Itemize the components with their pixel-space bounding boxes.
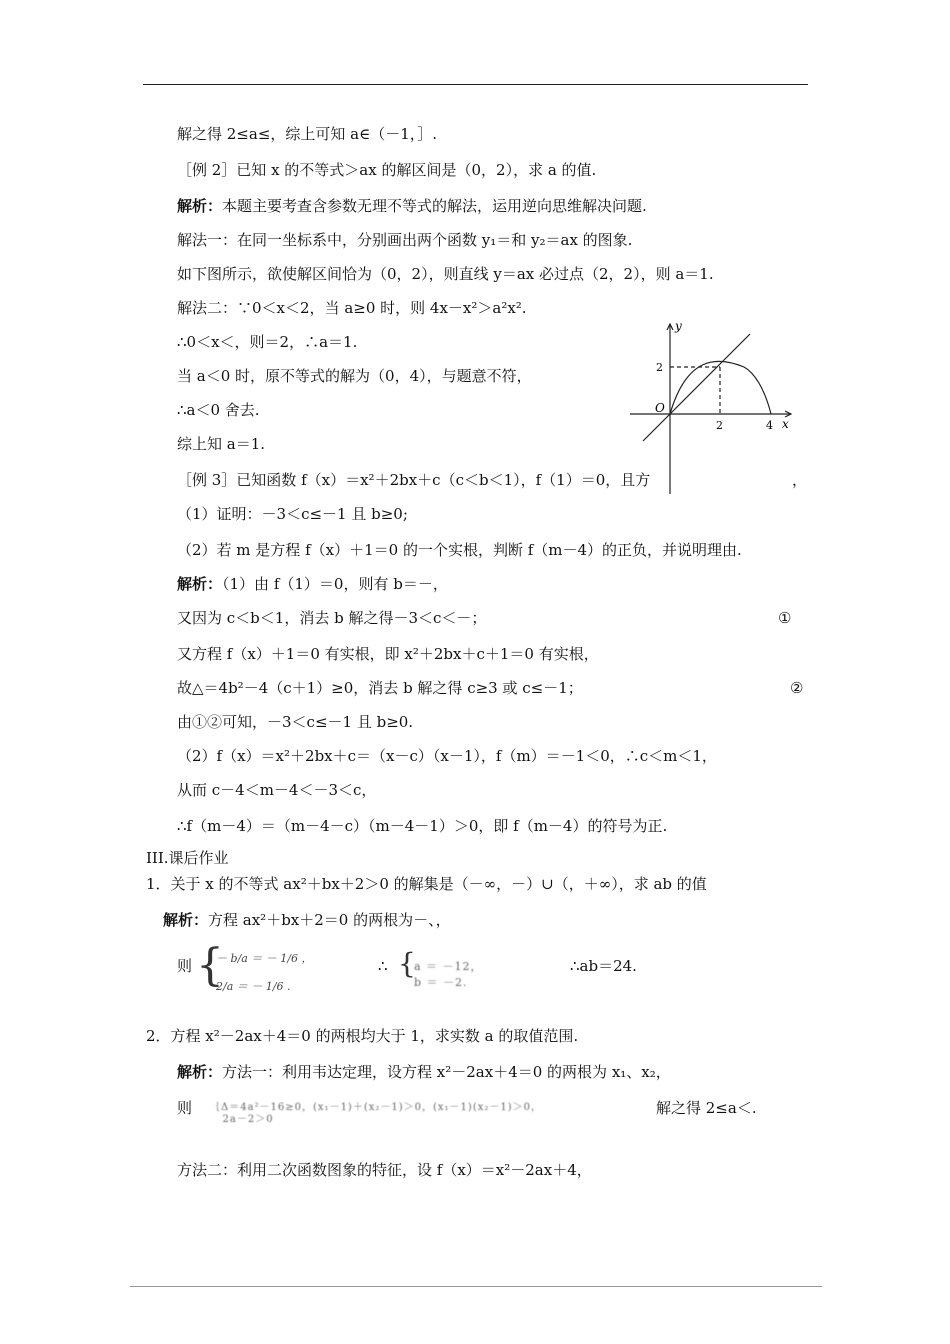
then-label: 则 [177, 1099, 193, 1117]
text-line: 解法二：∵0＜x＜2，当 a≥0 时，则 4x－x²＞a²x². [177, 299, 527, 317]
text-line: 如下图所示，欲使解区间恰为（0，2），则直线 y＝ax 必过点（2，2），则 a＝1. [177, 265, 714, 283]
system-row-1: － b/a ＝ － 1/6 ， [216, 952, 313, 965]
tick-x-4: 4 [766, 419, 773, 432]
blurred-system: ｛Δ＝4a²－16≥0，(x₁－1)＋(x₂－1)＞0，(x₁－1)(x₂－1)＞0， 2a－2＞0 [210, 1102, 542, 1125]
origin-label: O [655, 401, 665, 415]
blurred-system: a ＝ －12， b ＝ －2. [414, 960, 483, 989]
analysis-label: 解析： [163, 911, 209, 929]
ab-result: ∴ab＝24. [570, 957, 637, 975]
header-rule [143, 84, 808, 85]
analysis-line: 解析：本题主要考查含参数无理不等式的解法，运用逆向思维解决问题. [177, 197, 647, 215]
text-line: （1）证明：－3＜c≤－1 且 b≥0; [177, 505, 408, 523]
solve-result: 解之得 2≤a＜. [656, 1099, 757, 1117]
text-line: ∴a＜0 舍去. [177, 401, 260, 419]
function-graph [625, 318, 795, 496]
text-line: ∴0＜x＜，则＝2，∴a＝1. [177, 333, 358, 351]
analysis-line: 解析：方法一：利用韦达定理，设方程 x²－2ax＋4＝0 的两根为 x₁、x₂， [177, 1063, 671, 1081]
text-line: 综上知 a＝1. [177, 435, 266, 453]
text-line: ， [792, 471, 808, 489]
left-brace: { [398, 947, 416, 980]
tick-x-2: 2 [716, 419, 723, 432]
text-line: 故△＝4b²－4（c＋1）≥0，消去 b 解之得 c≥3 或 c≤－1； [177, 679, 583, 697]
problem-2: 2．方程 x²－2ax＋4＝0 的两根均大于 1，求实数 a 的取值范围. [146, 1027, 579, 1045]
left-brace: { [196, 940, 224, 991]
text-line: 又方程 f（x）＋1＝0 有实根，即 x²＋2bx＋c＋1＝0 有实根， [177, 645, 599, 663]
text-line: 又因为 c＜b＜1，消去 b 解之得－3＜c＜－； [177, 609, 487, 627]
footer-rule [130, 1286, 822, 1287]
text-line: （2）f（x）＝x²＋2bx＋c＝（x－c）（x－1），f（m）＝－1＜0，∴c＜m＜1， [177, 747, 717, 765]
x-axis-label: x [782, 417, 789, 431]
analysis-line: 解析：方程 ax²＋bx＋2＝0 的两根为－、， [163, 911, 451, 929]
section-heading: III.课后作业 [146, 849, 229, 867]
problem-1: 1．关于 x 的不等式 ax²＋bx＋2＞0 的解集是（－∞，－）∪（，＋∞），求 ab 的值 [146, 875, 707, 893]
equation-marker-1: ① [778, 609, 792, 627]
text-line: 由①②可知，－3＜c≤－1 且 b≥0. [177, 713, 414, 731]
analysis-label: 解析： [177, 575, 223, 593]
text-line: 从而 c－4＜m－4＜－3＜c， [177, 781, 377, 799]
then-label: 则 [177, 957, 193, 975]
tick-y-2: 2 [656, 361, 663, 374]
text-line: 方法二：利用二次函数图象的特征，设 f（x）＝x²－2ax＋4， [177, 1161, 592, 1179]
y-axis-label: y [675, 319, 682, 333]
analysis-label: 解析： [177, 1063, 223, 1081]
therefore-symbol: ∴ [378, 957, 388, 975]
text-line: （2）若 m 是方程 f（x）＋1＝0 的一个实根，判断 f（m－4）的正负，并说明理由. [177, 541, 742, 559]
text-line: ∴f（m－4）＝（m－4－c）（m－4－1）＞0，即 f（m－4）的符号为正. [177, 817, 668, 835]
analysis-label: 解析： [177, 197, 223, 215]
text-line: 解之得 2≤a≤，综上可知 a∈（－1，］. [177, 125, 438, 143]
line-y-ax [643, 334, 750, 441]
example-3-heading: ［例 3］已知函数 f（x）＝x²＋2bx＋c（c＜b＜1），f（1）＝0，且方 [177, 471, 651, 489]
analysis-line: 解析：（1）由 f（1）＝0，则有 b＝－， [177, 575, 448, 593]
system-row-2: 2/a ＝ － 1/6 . [216, 980, 291, 993]
text-line: 当 a＜0 时，原不等式的解为（0，4），与题意不符， [177, 367, 532, 385]
example-2-heading: ［例 2］已知 x 的不等式＞ax 的解区间是（0，2），求 a 的值. [177, 161, 597, 179]
text-line: 解法一：在同一坐标系中，分别画出两个函数 y₁＝和 y₂＝ax 的图象. [177, 231, 633, 249]
equation-marker-2: ② [790, 679, 804, 697]
